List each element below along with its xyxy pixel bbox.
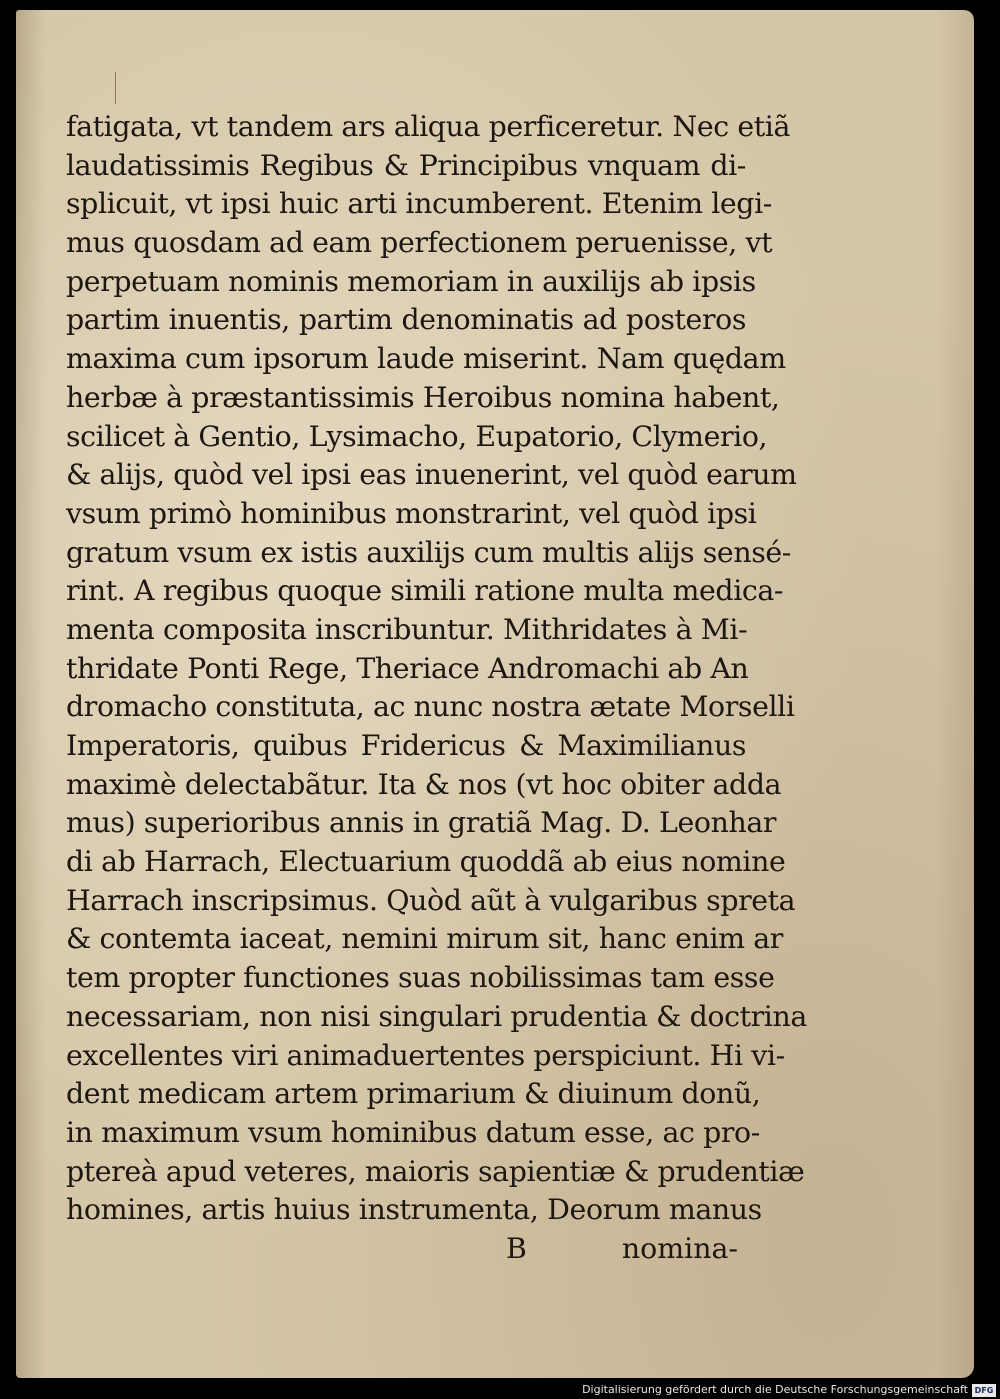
text-line: in maximum vsum hominibus datum esse, ac pro-	[66, 1115, 760, 1149]
dfg-logo: DFG	[972, 1384, 996, 1397]
text-line: dent medicam artem primarium & diuinum donũ,	[66, 1077, 761, 1111]
text-line: necessariam, non nisi singulari prudentia & doctrina	[66, 999, 807, 1033]
text-line: gratum vsum ex istis auxilijs cum multis alijs sensé-	[66, 535, 791, 569]
book-page	[16, 10, 974, 1378]
text-line: laudatissimis Regibus & Principibus vnquam di-	[66, 148, 746, 182]
text-line: maximè delectabãtur. Ita & nos (vt hoc obiter adda	[66, 767, 782, 801]
text-line: menta composita inscribuntur. Mithridates à Mi-	[66, 612, 748, 646]
text-line: Imperatoris, quibus Fridericus & Maximilianus	[66, 729, 746, 762]
text-line: di ab Harrach, Electuarium quoddã ab eius nomine	[66, 845, 786, 879]
text-line: vsum primò hominibus monstrarint, vel quòd ipsi	[66, 496, 757, 530]
text-line: dromacho constituta, ac nunc nostra ætate Morselli	[66, 690, 795, 724]
text-line: mus) superioribus annis in gratiã Mag. D. Leonhar	[66, 806, 777, 840]
text-line: & alijs, quòd vel ipsi eas inuenerint, vel quòd earum	[66, 458, 797, 492]
digitization-credit: Digitalisierung gefördert durch die Deutsche Forschungsgemeinschaft	[582, 1383, 968, 1396]
page-footer-line	[66, 1230, 746, 1268]
text-line: excellentes viri animaduertentes perspiciunt. Hi vi-	[66, 1038, 785, 1072]
text-line: fatigata, vt tandem ars aliqua perficeretur. Nec etiã	[66, 110, 790, 143]
text-line: & contemta iaceat, nemini mirum sit, hanc enim ar	[66, 922, 783, 956]
text-line: maxima cum ipsorum laude miserint. Nam quędam	[66, 342, 786, 376]
text-line: scilicet à Gentio, Lysimacho, Eupatorio, Clymerio,	[66, 419, 768, 453]
text-line: perpetuam nominis memoriam in auxilijs ab ipsis	[66, 264, 756, 298]
signature-mark: B	[506, 1232, 527, 1265]
text-line: herbæ à præstantissimis Heroibus nomina habent,	[66, 380, 780, 414]
text-line: Harrach inscripsimus. Quòd aũt à vulgaribus spreta	[66, 883, 796, 917]
text-line: thridate Ponti Rege, Theriace Andromachi ab An	[66, 651, 749, 685]
text-block	[66, 108, 807, 1230]
catchword: nomina-	[621, 1232, 738, 1265]
text-line: rint. A regibus quoque simili ratione multa medica-	[66, 574, 784, 608]
text-line: tem propter functiones suas nobilissimas tam esse	[66, 961, 775, 995]
page-mark	[115, 72, 116, 104]
text-line: splicuit, vt ipsi huic arti incumberent. Etenim legi-	[66, 187, 772, 221]
text-line: ptereà apud veteres, maioris sapientiæ & prudentiæ	[66, 1154, 805, 1188]
text-line: homines, artis huius instrumenta, Deorum manus	[66, 1193, 762, 1227]
text-line: mus quosdam ad eam perfectionem peruenisse, vt	[66, 226, 773, 260]
text-line: partim inuentis, partim denominatis ad posteros	[66, 303, 746, 337]
